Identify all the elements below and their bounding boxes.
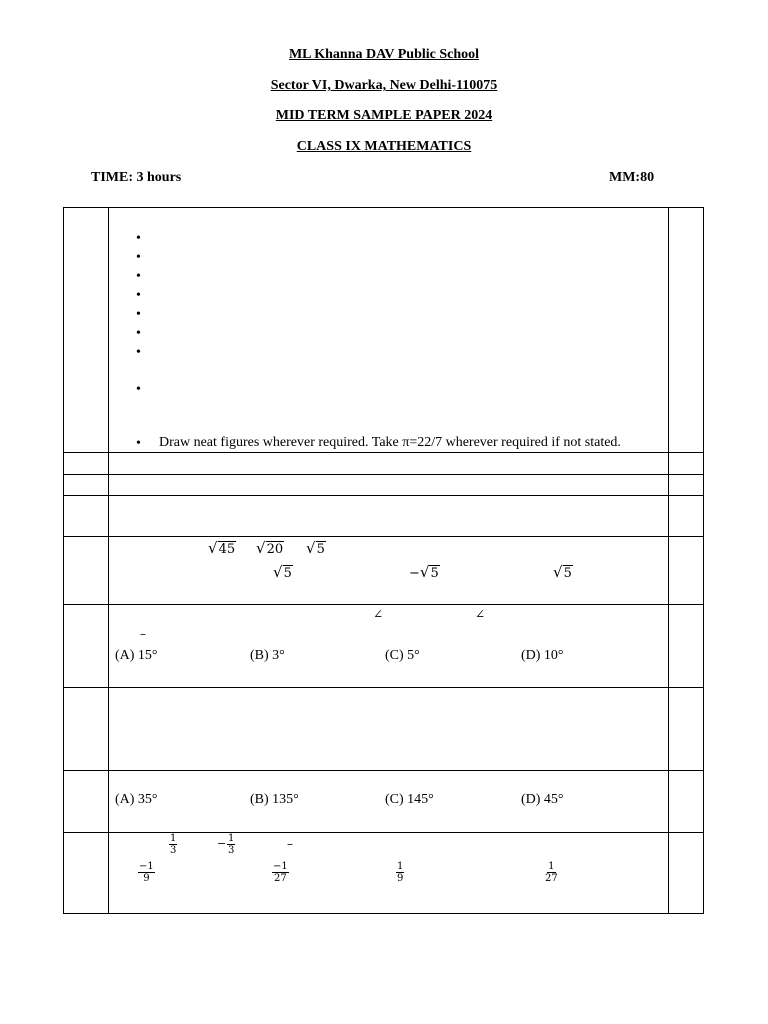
instruction-bullet: •: [136, 326, 141, 341]
denominator: 3: [170, 845, 177, 856]
option-a: (A) 35°: [115, 792, 158, 807]
option-c-fraction: [396, 861, 404, 884]
radical-expression: √20: [256, 539, 284, 557]
option-c-radical: −√5: [409, 563, 439, 581]
numerator: 1: [397, 861, 404, 872]
denominator: 27: [274, 873, 287, 884]
exponent-fraction: [169, 833, 177, 856]
radicand: 5: [283, 566, 292, 581]
option-b-radical: √5: [273, 563, 292, 581]
table-row-divider: [64, 604, 703, 605]
exponent-fraction: [227, 833, 235, 856]
instruction-bullet: •: [136, 288, 141, 303]
minus-sign: −: [409, 566, 420, 581]
instruction-figures-pi: Draw neat figures wherever required. Take π=22/7 wherever required if not stated.: [159, 435, 621, 450]
radicand: 20: [266, 542, 284, 557]
option-a: (A) 15°: [115, 648, 158, 663]
instruction-bullet: •: [136, 345, 141, 360]
numerator: 1: [228, 833, 235, 844]
option-d: (D) 10°: [521, 648, 564, 663]
question-table: [63, 207, 704, 914]
angle-symbol: ∠: [475, 607, 486, 621]
option-c: (C) 5°: [385, 648, 420, 663]
option-b: (B) 3°: [250, 648, 285, 663]
time-label: TIME: 3 hours: [91, 170, 182, 185]
dash-mark: –: [140, 627, 146, 641]
school-name: ML Khanna DAV Public School: [288, 47, 480, 62]
option-a-fraction: [138, 861, 155, 884]
class-subject: CLASS IX MATHEMATICS: [296, 139, 472, 154]
table-row-divider: [64, 495, 703, 496]
table-row-divider: [64, 770, 703, 771]
minus-sign: −: [217, 837, 227, 850]
table-row-divider: [64, 474, 703, 475]
option-d-radical: √5: [553, 563, 572, 581]
instruction-bullet: •: [136, 269, 141, 284]
radicand: 5: [316, 542, 325, 557]
option-c: (C) 145°: [385, 792, 434, 807]
max-marks-label: MM:80: [609, 170, 655, 185]
instruction-bullet: •: [136, 382, 141, 397]
option-d-fraction: [545, 861, 558, 884]
numerator: 1: [170, 833, 177, 844]
instruction-bullet: •: [136, 231, 141, 246]
radical-expression: √5: [306, 539, 325, 557]
paper-title: MID TERM SAMPLE PAPER 2024: [275, 108, 493, 123]
table-row-divider: [64, 832, 703, 833]
option-b-fraction: [272, 861, 289, 884]
instruction-bullet: •: [136, 250, 141, 265]
denominator: 9: [143, 873, 150, 884]
radical-expression: √45: [208, 539, 236, 557]
radicand: 45: [218, 542, 236, 557]
table-column-divider: [668, 208, 669, 913]
table-column-divider: [108, 208, 109, 913]
numerator: −1: [273, 861, 288, 872]
table-row-divider: [64, 536, 703, 537]
denominator: 3: [228, 845, 235, 856]
option-b: (B) 135°: [250, 792, 299, 807]
denominator: 9: [397, 873, 404, 884]
numerator: −1: [139, 861, 154, 872]
school-address: Sector VI, Dwarka, New Delhi-110075: [270, 78, 498, 93]
option-d: (D) 45°: [521, 792, 564, 807]
angle-symbol: ∠: [373, 607, 384, 621]
instruction-bullet: •: [136, 436, 141, 451]
denominator: 27: [545, 873, 558, 884]
numerator: 1: [548, 861, 555, 872]
dash-mark: –: [287, 837, 293, 851]
radicand: 5: [563, 566, 572, 581]
table-row-divider: [64, 687, 703, 688]
radicand: 5: [430, 566, 439, 581]
instruction-bullet: •: [136, 307, 141, 322]
table-row-divider: [64, 452, 703, 453]
